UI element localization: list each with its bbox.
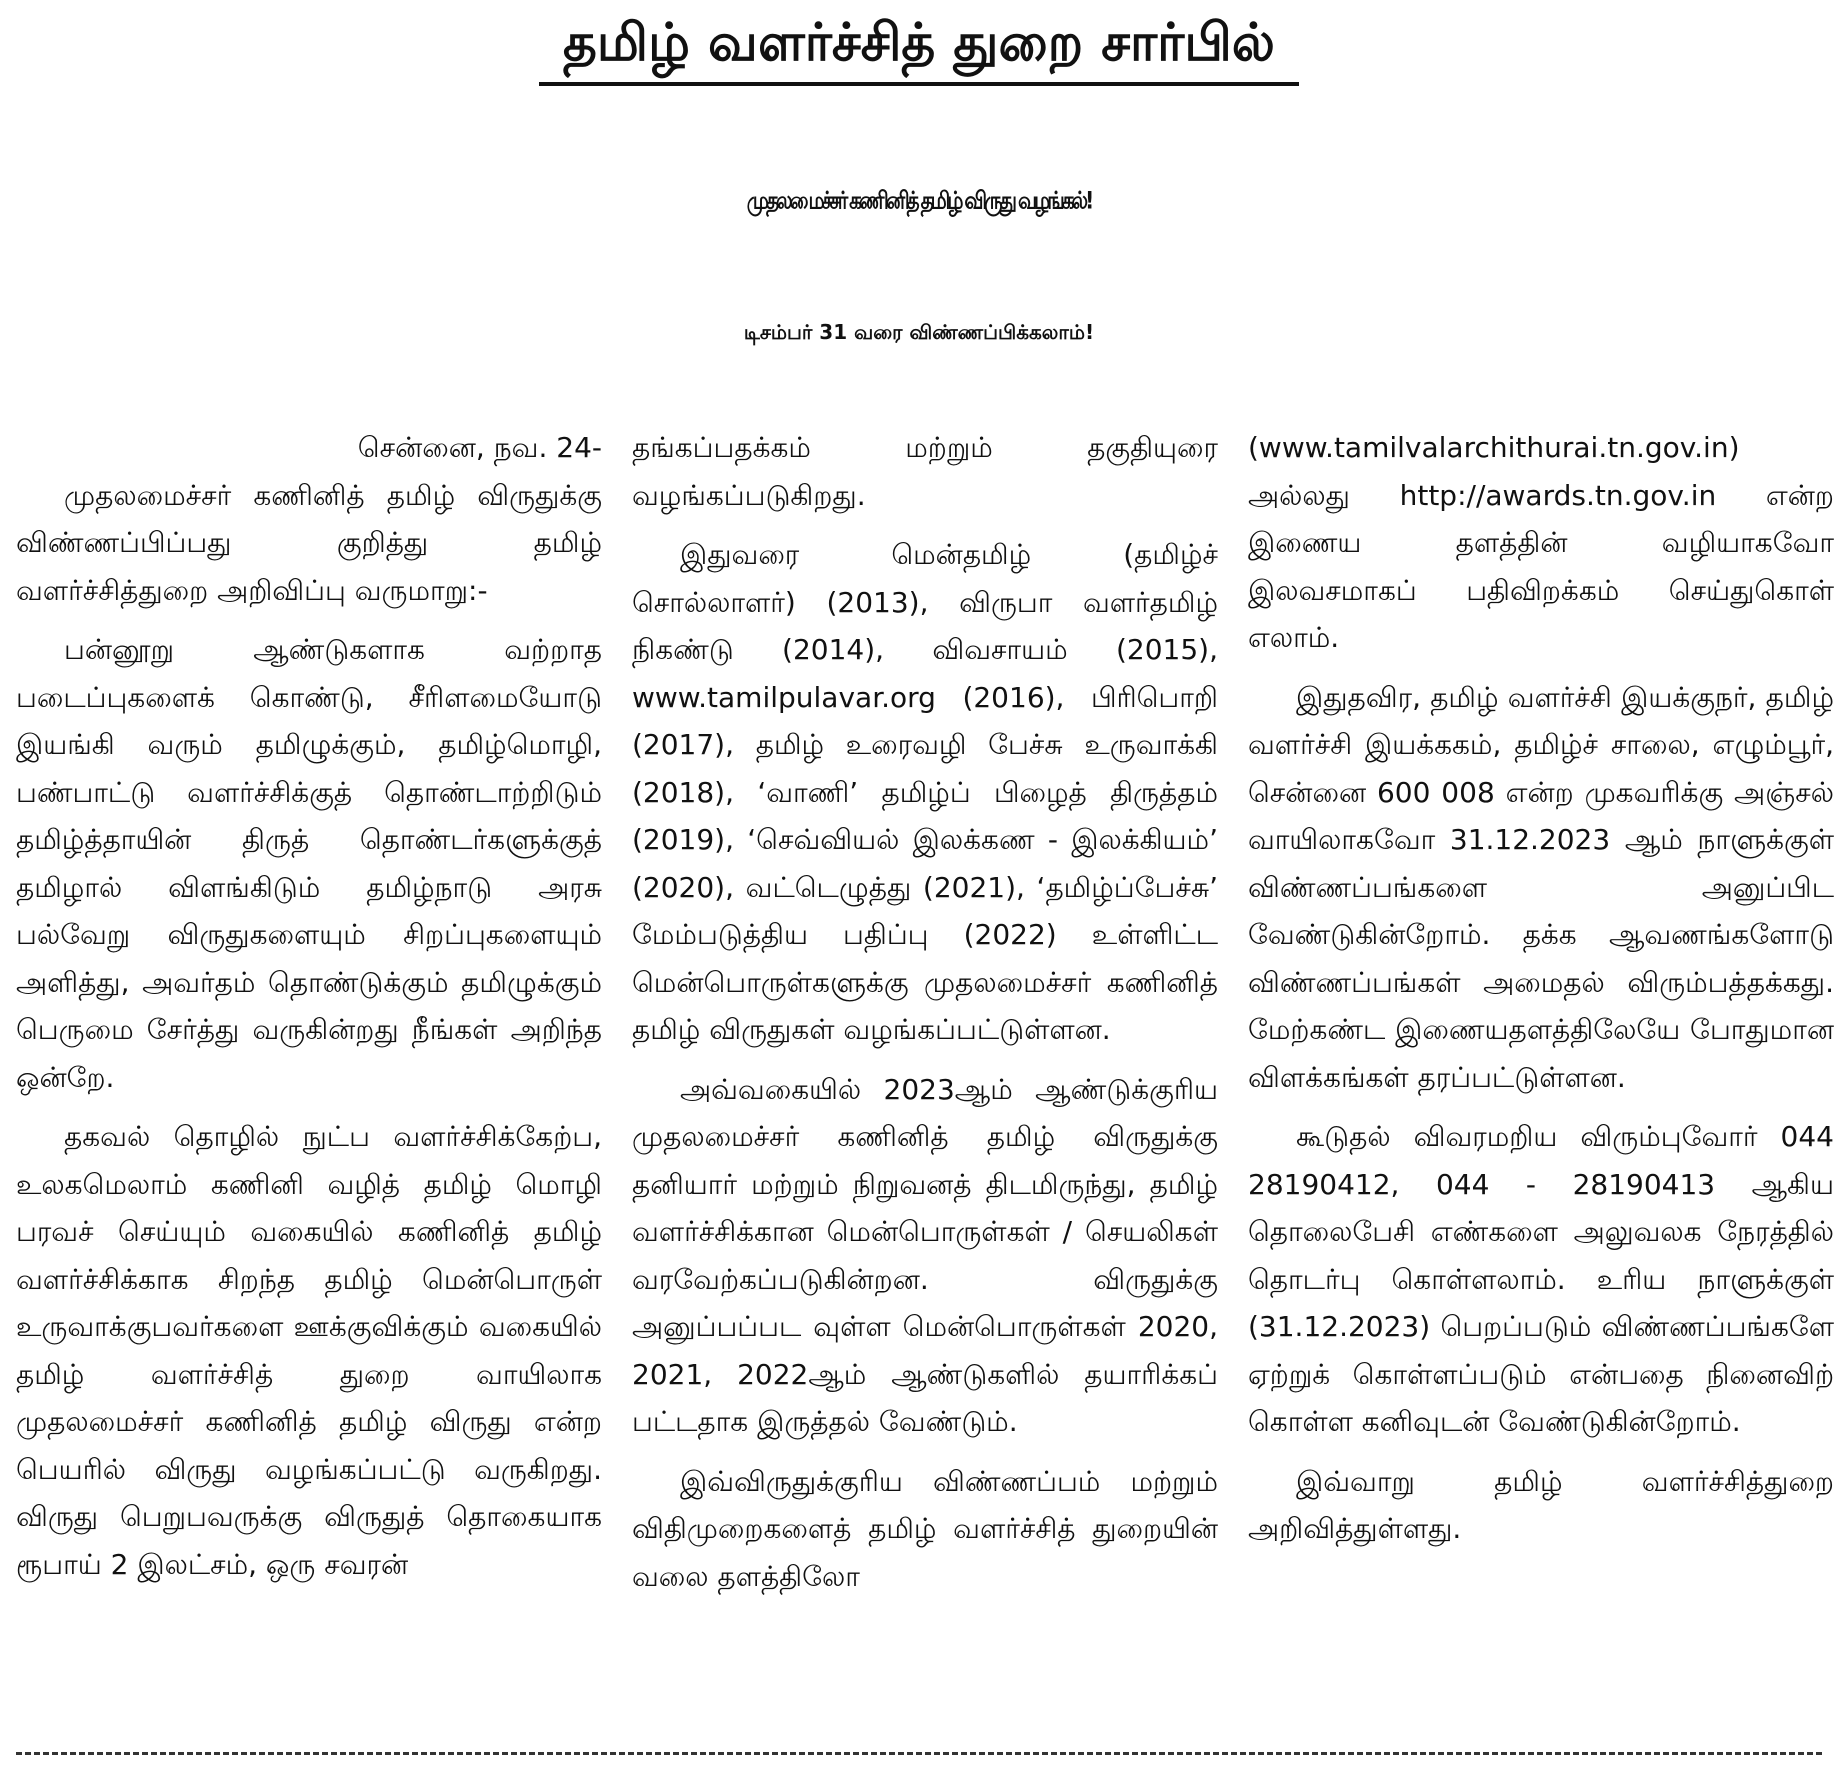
paragraph: கூடுதல் விவரமறிய விரும்புவோர் 044 28190412, 044 - 28190413 ஆகிய தொலைபேசி எண்களை அலுவலக நேரத்தில் தொடர்பு கொள்ளலாம். உரிய நாளுக்குள் (31.12.2023) பெறப்படும் விண்ணப்பங்களே ஏற்றுக் கொள்ளப்படும் என்பதை நினைவிற் கொள்ள கனிவுடன் வேண்டுகின்றோம். xyxy=(1248,1120,1834,1438)
column-1 xyxy=(16,424,602,1724)
paragraph: தங்கப்பதக்கம் மற்றும் தகுதியுரை வழங்கப்படுகிறது. xyxy=(632,431,1218,512)
paragraph: இதுதவிர, தமிழ் வளர்ச்சி இயக்குநர், தமிழ் வளர்ச்சி இயக்ககம், தமிழ்ச் சாலை, எழும்பூர், சென்னை 600 008 என்ற முகவரிக்கு அஞ்சல் வாயிலாகவோ 31.12.2023 ஆம் நாளுக்குள் விண்ணப்பங்களை அனுப்பிட வேண்டுகின்றோம். தக்க ஆவணங்களோடு விண்ணப்பங்கள் அமைதல் விரும்பத்தக்கது. மேற்கண்ட இணையதளத்திலேயே போதுமான விளக்கங்கள் தரப்பட்டுள்ளன. xyxy=(1248,680,1834,1094)
paragraph: இதுவரை மென்தமிழ் (தமிழ்ச் சொல்லாளர்) (2013), விருபா வளர்தமிழ் நிகண்டு (2014), விவசாயம் (2015), www.tamilpulavar.org (2016), பிரிபொறி (2017), தமிழ் உரைவழி பேச்சு உருவாக்கி (2018), ‘வாணி’ தமிழ்ப் பிழைத் திருத்தம் (2019), ‘செவ்வியல் இலக்கண - இலக்கியம்’ (2020), வட்டெழுத்து (2021), ‘தமிழ்ப்பேச்சு’ மேம்படுத்திய பதிப்பு (2022) உள்ளிட்ட மென்பொருள்களுக்கு முதலமைச்சர் கணினித் தமிழ் விருதுகள் வழங்கப்பட்டுள்ளன. xyxy=(632,538,1218,1046)
column-2 xyxy=(632,424,1218,1724)
paragraph: இவ்விருதுக்குரிய விண்ணப்பம் மற்றும் விதிமுறைகளைத் தமிழ் வளர்ச்சித் துறையின் வலை தளத்திலோ xyxy=(632,1464,1218,1593)
headline: முதலமைச்சர் கணினித் தமிழ் விருது வழங்கல்! xyxy=(746,185,1092,215)
paragraph: அவ்வகையில் 2023ஆம் ஆண்டுக்குரிய முதலமைச்சர் கணினித் தமிழ் விருதுக்கு தனியார் மற்றும் நிறுவனத் திடமிருந்து, தமிழ் வளர்ச்சிக்கான மென்பொருள்கள் / செயலிகள் வரவேற்கப்படுகின்றன. விருதுக்கு அனுப்பப்பட வுள்ள மென்பொருள்கள் 2020, 2021, 2022ஆம் ஆண்டுகளில் தயாரிக்கப் பட்டதாக இருத்தல் வேண்டும். xyxy=(632,1072,1218,1438)
paragraph: முதலமைச்சர் கணினித் தமிழ் விருதுக்கு விண்ணப்பிப்பது குறித்து தமிழ் வளர்ச்சித்துறை அறிவிப்பு வருமாறு:- xyxy=(16,478,602,607)
bottom-dashed-rule xyxy=(16,1752,1822,1755)
paragraph: (www.tamilvalarchithurai.tn.gov.in) அல்லது http://awards.tn.gov.in என்ற இணைய தளத்தின் வழியாகவோ இலவசமாகப் பதிவிறக்கம் செய்துகொள் எலாம். xyxy=(1248,431,1834,654)
kicker-container xyxy=(0,8,1838,86)
subhead: டிசம்பர் 31 வரை விண்ணப்பிக்கலாம்! xyxy=(743,320,1095,344)
paragraph: பன்னூறு ஆண்டுகளாக வற்றாத படைப்புகளைக் கொண்டு, சீரிளமையோடு இயங்கி வரும் தமிழுக்கும், தமிழ்மொழி, பண்பாட்டு வளர்ச்சிக்குத் தொண்டாற்றிடும் தமிழ்த்தாயின் திருத் தொண்டர்களுக்குத் தமிழால் விளங்கிடும் தமிழ்நாடு அரசு பல்வேறு விருதுகளையும் சிறப்புகளையும் அளித்து, அவர்தம் தொண்டுக்கும் தமிழுக்கும் பெருமை சேர்த்து வருகின்றது நீங்கள் அறிந்த ஒன்றே. xyxy=(16,633,602,1094)
column-3 xyxy=(1248,424,1834,1724)
paragraph: இவ்வாறு தமிழ் வளர்ச்சித்துறை அறிவித்துள்ளது. xyxy=(1248,1464,1834,1545)
article-body xyxy=(16,424,1834,1724)
dateline: சென்னை, நவ. 24- xyxy=(357,431,602,464)
paragraph: தகவல் தொழில் நுட்ப வளர்ச்சிக்கேற்ப, உலகமெலாம் கணினி வழித் தமிழ் மொழி பரவச் செய்யும் வகையில் கணினித் தமிழ் வளர்ச்சிக்காக சிறந்த தமிழ் மென்பொருள் உருவாக்குபவர்களை ஊக்குவிக்கும் வகையில் தமிழ் வளர்ச்சித் துறை வாயிலாக முதலமைச்சர் கணினித் தமிழ் விருது என்ற பெயரில் விருது வழங்கப்பட்டு வருகிறது. விருது பெறுபவருக்கு விருதுத் தொகையாக ரூபாய் 2 இலட்சம், ஒரு சவரன் xyxy=(16,1120,602,1581)
kicker: தமிழ் வளர்ச்சித் துறை சார்பில் xyxy=(539,8,1299,86)
